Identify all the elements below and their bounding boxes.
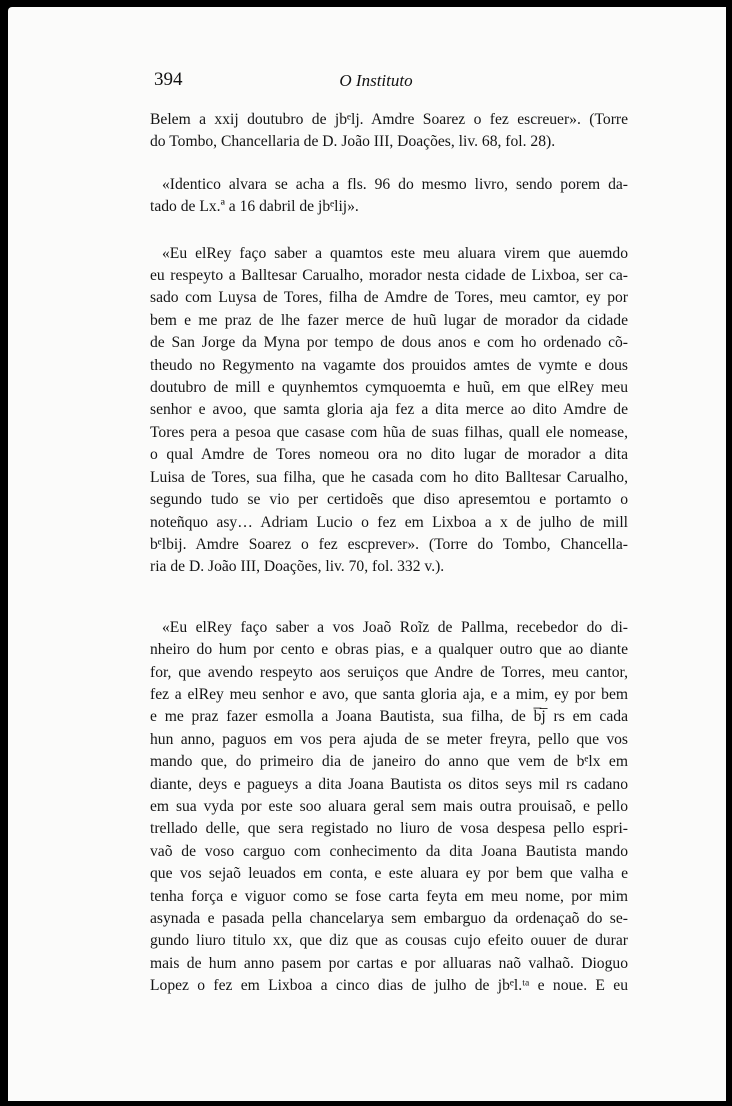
text-line: gundo liuro titulo xx, que diz que as cousas cujo efeito ouuer de durar <box>150 932 628 950</box>
text-line: Belem a xxij doutubro de jbᵉlj. Amdre Soarez o fez escreuer». (Torre <box>150 111 628 128</box>
text-line: doutubro de mill e quynhemtos cymquoemta e huũ, em que elRey meu <box>150 379 628 397</box>
text-line: tado de Lx.ª a 16 dabril de jbᵉlij». <box>150 198 359 216</box>
text-line: senhor e avoo, que samta gloria aja fez a dita merce ao dito Amdre de <box>150 401 628 419</box>
text-line: hun anno, paguos em vos pera ajuda de se meter freyra, pello que vos <box>150 730 628 748</box>
text-line: bᵉlbij. Amdre Soarez o fez escprever». (Torre do Tombo, Chancella- <box>150 535 628 553</box>
book-page <box>8 7 726 1101</box>
paragraph-2 <box>150 174 628 219</box>
text-line: sado com Luysa de Tores, filha de Amdre de Tores, meu camtor, ey por <box>150 289 628 307</box>
text-line: e me praz fazer esmolla a Joana Bautista, sua filha, de b̅j̅ rs em cada <box>150 708 628 726</box>
text-line: Luisa de Tores, sua filha, que he casada com ho dito Balltesar Carualho, <box>150 468 628 486</box>
text-line: do Tombo, Chancellaria de D. João III, Doações, liv. 68, fol. 28). <box>150 133 556 151</box>
text-line: «Eu elRey faço saber a quamtos este meu aluara virem que auemdo <box>162 244 628 262</box>
page-number: 394 <box>154 69 183 90</box>
text-line: bem e me praz de lhe fazer merce de huũ lugar de morador da cidade <box>150 311 628 329</box>
text-line: Tores pera a pesoa que casase com hũa de suas filhas, quall ele nomease, <box>150 423 628 441</box>
text-line: asynada e pasada pella chancelarya sem embarguo da ordenaçaõ do se- <box>150 910 628 927</box>
text-line: mando que, do primeiro dia de janeiro do anno que vem de bᵉlx em <box>150 753 628 771</box>
text-line: em sua vyda por este soo aluara geral sem mais outra prouisaõ, e pello <box>150 797 628 815</box>
paragraph-4 <box>150 617 628 998</box>
paragraph-3 <box>150 243 628 579</box>
text-line: de San Jorge da Myna por tempo de dous anos e com ho ordenado cõ- <box>150 334 628 352</box>
text-line: for, que avendo respeyto aos seruiços que Andre de Torres, meu cantor, <box>150 663 628 681</box>
text-line: nheiro do hum por cento e obras pias, e a qualquer outro que ao diante <box>150 641 628 659</box>
text-line: «Identico alvara se acha a fls. 96 do mesmo livro, sendo porem da- <box>162 175 628 193</box>
text-line: fez a elRey meu senhor e avo, que santa gloria aja, e a mim, ey por bem <box>150 685 628 703</box>
text-line: trellado delle, que sera registado no liuro de vosa despesa pello espri- <box>150 820 628 838</box>
text-line: vaõ de voso carguo com conhecimento da dita Joana Bautista mando <box>150 842 628 860</box>
text-line: diante, deys e pagueys a dita Joana Bautista os ditos seys mil rs cadano <box>150 775 628 793</box>
text-line: mais de hum anno pasem por cartas e por alluaras naõ valhaõ. Dioguo <box>150 954 628 972</box>
text-line: o qual Amdre de Tores nomeou ora no dito lugar de morador a dita <box>150 446 628 464</box>
text-line: «Eu elRey faço saber a vos Joaõ Roĩz de Pallma, recebedor do di- <box>162 618 628 636</box>
text-line: noteñquo asy… Adriam Lucio o fez em Lixboa a x de julho de mill <box>150 513 628 531</box>
paragraph-1 <box>150 109 628 154</box>
body-text <box>150 109 628 998</box>
running-title: O Instituto <box>339 71 413 90</box>
text-line: ria de D. João III, Doações, liv. 70, fol. 332 v.). <box>150 558 445 576</box>
text-line: que vos sejaõ leuados em conta, e este aluara ey por bem que valha e <box>150 865 628 883</box>
text-line: tenha força e viguor como se fose carta feyta em meu nome, por mim <box>150 887 628 905</box>
text-line: segundo tudo se vio per certidoẽs que diso apresemtou e portamto o <box>150 491 628 509</box>
text-line: eu respeyto a Balltesar Carualho, morador nesta cidade de Lixboa, ser ca- <box>150 267 628 285</box>
text-line: theudo no Regymento na vagamte dos prouidos amtes de vymte e dous <box>150 356 628 374</box>
text-line: Lopez o fez em Lixboa a cinco dias de julho de jbᵉl.ᵗᵃ e noue. E eu <box>150 977 628 995</box>
